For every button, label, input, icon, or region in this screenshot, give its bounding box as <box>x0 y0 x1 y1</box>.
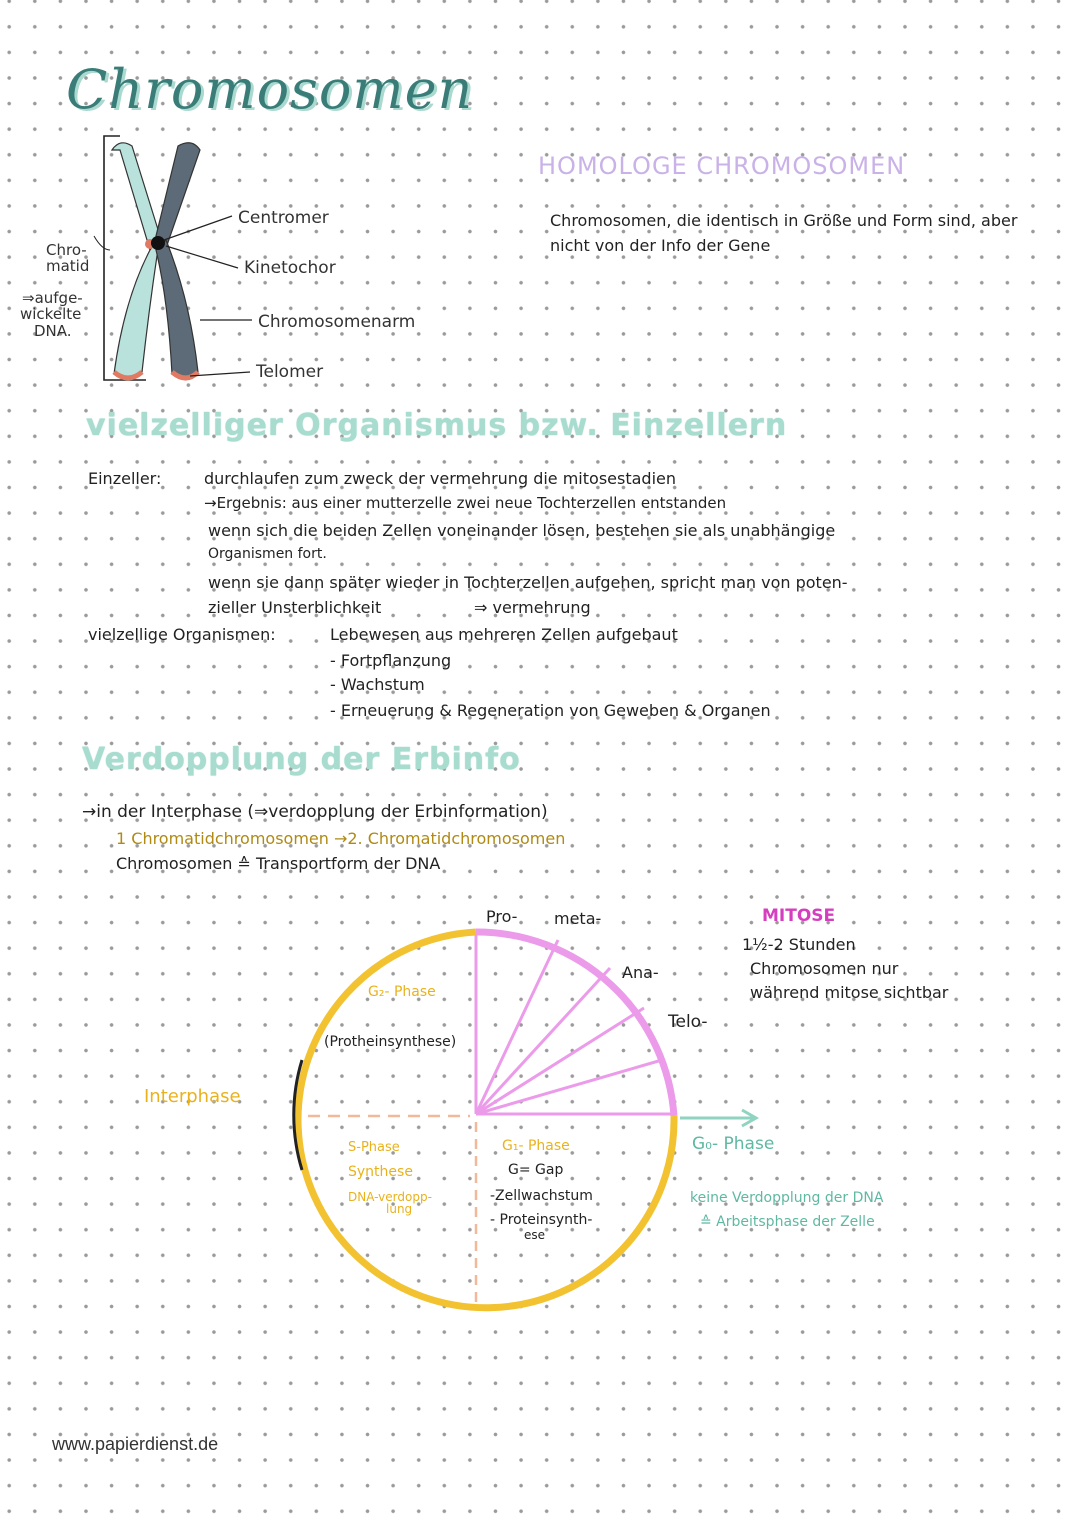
g0-note-1: keine Verdopplung der DNA <box>690 1190 884 1206</box>
g1-phase-label: G₁- Phase <box>502 1138 570 1154</box>
centromer-label: Centromer <box>238 208 329 228</box>
section2-line-3: Chromosomen ≙ Transportform der DNA <box>116 854 441 873</box>
section2-line-2: 1 Chromatidchromosomen →2. Chromatidchromosomen <box>116 829 566 848</box>
vielzellige-point-3: - Erneuerung & Regeneration von Geweben & Organen <box>330 701 771 720</box>
section2-heading: Verdopplung der Erbinfo <box>82 742 521 777</box>
dna-label-3: DNA. <box>34 322 72 340</box>
meta-label: meta- <box>554 909 602 928</box>
chromosomenarm-label: Chromosomenarm <box>258 312 416 332</box>
g1-zellwachstum: -Zellwachstum <box>490 1188 593 1204</box>
chromatid-label-1: Chro- <box>46 241 87 259</box>
g0-note-2: ≙ Arbeitsphase der Zelle <box>700 1214 875 1230</box>
s-phase-dna-2: lung <box>386 1202 413 1216</box>
s-phase-label: S-Phase <box>348 1140 400 1155</box>
chromatid-label-2: matid <box>46 257 90 275</box>
mitose-note-3: während mitose sichtbar <box>750 983 949 1002</box>
vermehrung-note: ⇒ vermehrung <box>474 598 591 617</box>
pro-label: Pro- <box>486 907 518 926</box>
chromosome-drawing <box>94 136 252 380</box>
vielzellige-text: Lebewesen aus mehreren Zellen aufgebaut <box>330 625 678 644</box>
mitose-note-1: 1½-2 Stunden <box>742 935 856 954</box>
telomer-label: Telomer <box>256 362 324 382</box>
einzeller-line-2: →Ergebnis: aus einer mutterzelle zwei neue Tochterzellen entstanden <box>204 494 727 512</box>
g1-ese: ese <box>524 1228 546 1242</box>
section2-line-1: →in der Interphase (⇒verdopplung der Erbinformation) <box>82 802 548 822</box>
mitose-title: MITOSE <box>762 906 836 926</box>
g2-note: (Protheinsynthese) <box>324 1034 457 1050</box>
g2-phase-label: G₂- Phase <box>368 984 436 1000</box>
vielzellige-point-1: - Fortpflanzung <box>330 651 452 670</box>
einzeller-line-1: durchlaufen zum zweck der vermehrung die mitosestadien <box>204 469 676 488</box>
homologe-text: Chromosomen, die identisch in Größe und Form sind, aber nicht von der Info der Gene <box>550 211 1018 255</box>
einzeller-line-4: Organismen fort. <box>208 546 327 562</box>
mitose-note-2: Chromosomen nur <box>750 959 899 978</box>
einzeller-line-3: wenn sich die beiden Zellen voneinander lösen, bestehen sie als unabhängige <box>208 521 836 540</box>
vielzellige-label: vielzellige Organismen: <box>88 625 276 644</box>
interphase-label: Interphase <box>144 1086 241 1107</box>
homologe-heading: HOMOLOGE CHROMOSOMEN <box>538 152 906 180</box>
einzeller-line-5: wenn sie dann später wieder in Tochterzellen aufgehen, spricht man von poten- <box>208 573 848 592</box>
cell-cycle-diagram <box>294 932 756 1308</box>
kinetochor-label: Kinetochor <box>244 258 336 278</box>
footer-url: www.papierdienst.de <box>52 1434 219 1454</box>
dna-label-2: wickelte <box>20 305 82 323</box>
g1-gap: G= Gap <box>508 1162 564 1178</box>
g1-proteinsynth: - Proteinsynth- <box>490 1212 593 1228</box>
telo-label: Telo- <box>668 1012 708 1032</box>
vielzellige-point-2: - Wachstum <box>330 675 425 694</box>
section1-heading: vielzelliger Organismus bzw. Einzellern <box>86 408 788 443</box>
dna-label-1: ⇒aufge- <box>22 289 83 307</box>
einzeller-label: Einzeller: <box>88 469 162 488</box>
g0-phase-label: G₀- Phase <box>692 1134 775 1154</box>
einzeller-line-6: zieller Unsterblichkeit <box>208 598 382 617</box>
page-title: Chromosomen <box>66 58 474 121</box>
s-phase-synthese: Synthese <box>348 1164 413 1180</box>
s-phase-dna-1: DNA-verdopp- <box>348 1190 432 1204</box>
ana-label: Ana- <box>622 963 659 982</box>
